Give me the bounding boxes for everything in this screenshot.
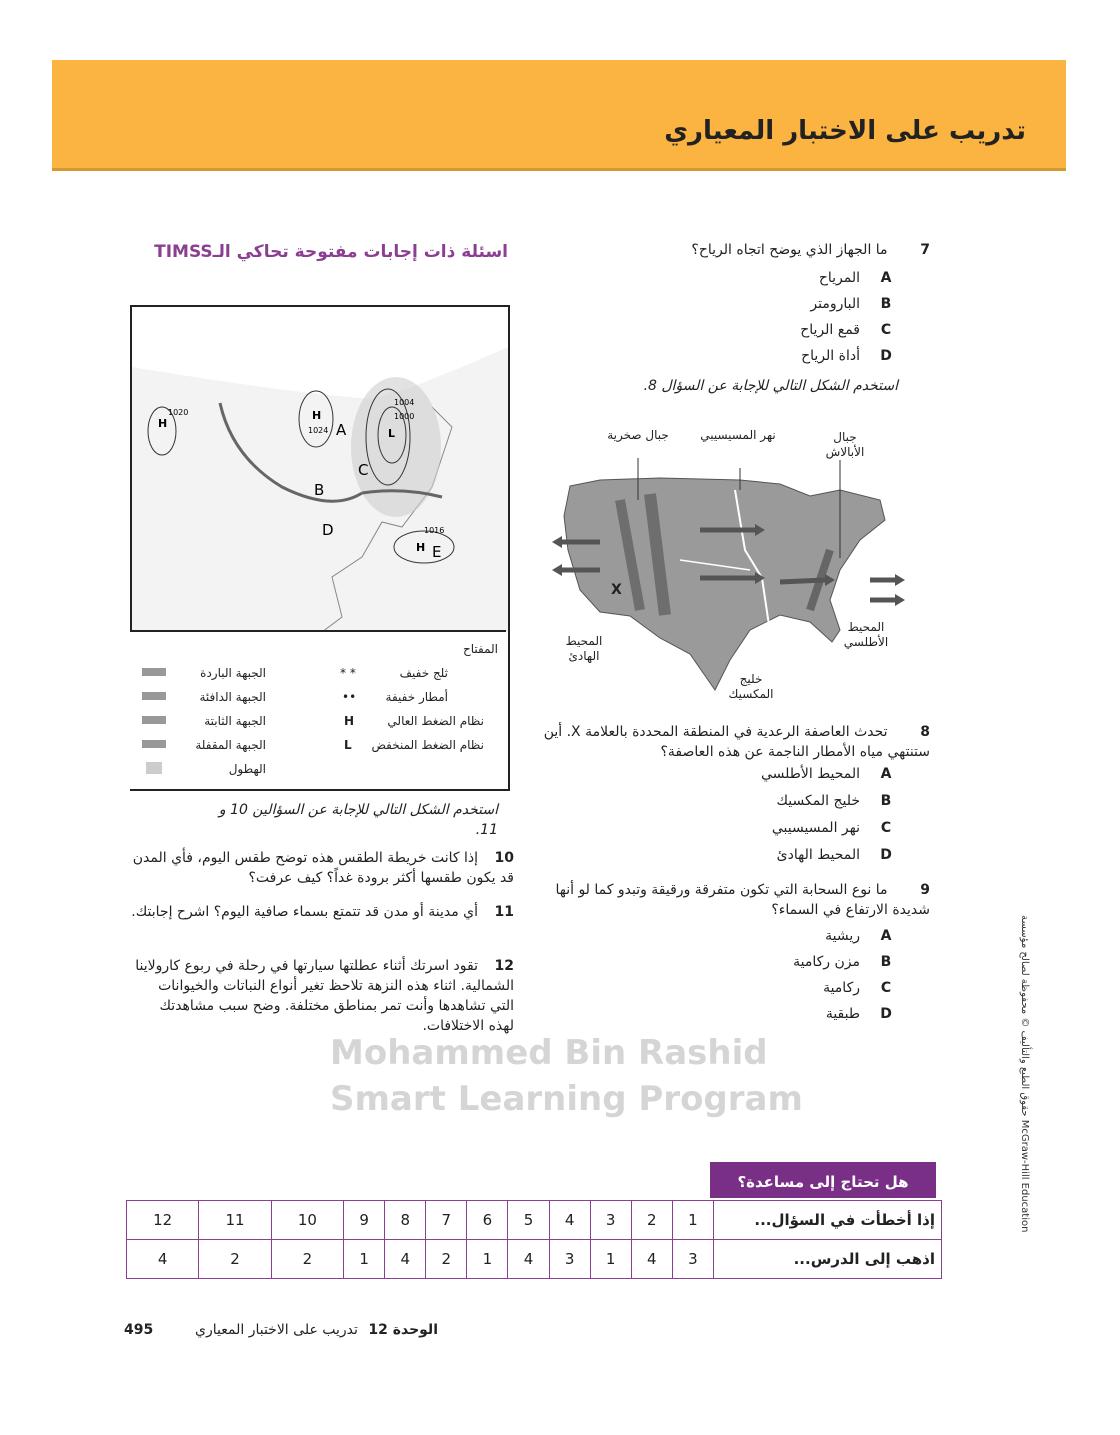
cell-lesson: 4 xyxy=(385,1240,426,1279)
cell-q: 1 xyxy=(672,1201,713,1240)
swatch-precipitation xyxy=(146,762,162,774)
question-9: 9 ما نوع السحابة التي تكون متفرقة ورقيقة وتبدو كما لو أنها شديدة الارتفاع في السماء؟ xyxy=(555,882,930,918)
cell-lesson: 2 xyxy=(199,1240,271,1279)
cell-q: 4 xyxy=(549,1201,590,1240)
swatch-cold xyxy=(142,668,166,676)
cell-q: 2 xyxy=(631,1201,672,1240)
q8-intro: استخدم الشكل التالي للإجابة عن السؤال 8. xyxy=(643,378,898,394)
q7-option-a[interactable]: Aالمرياح xyxy=(818,270,892,286)
key-light-rain: أمطار خفيفة xyxy=(385,690,448,704)
isobar-1004: 1004 xyxy=(394,398,415,407)
key-rain-symbol: •• xyxy=(342,690,357,704)
q9-option-d[interactable]: Dطبقية xyxy=(825,1006,892,1022)
cell-q: 8 xyxy=(385,1201,426,1240)
isobar-1000: 1000 xyxy=(394,412,415,421)
label-atlantic: المحيط الأطلسي xyxy=(843,620,889,649)
label-pacific: المحيط الهادئ xyxy=(565,634,603,663)
cell-lesson: 1 xyxy=(344,1240,385,1279)
key-high-symbol: H xyxy=(344,714,355,728)
q9-option-c[interactable]: Cركامية xyxy=(823,980,892,996)
q7-option-b[interactable]: Bالبارومتر xyxy=(810,296,892,312)
cell-lesson: 2 xyxy=(426,1240,467,1279)
q8-option-a[interactable]: Aالمحيط الأطلسي xyxy=(760,766,892,782)
point-b: B xyxy=(314,481,325,499)
q7-option-d[interactable]: Dأداة الرياح xyxy=(801,348,892,364)
cell-q: 7 xyxy=(426,1201,467,1240)
isobar-1016: 1016 xyxy=(424,526,445,535)
section-title: اسئلة ذات إجابات مفتوحة تحاكي الـTIMSS xyxy=(154,242,508,262)
pressure-h-south: H xyxy=(416,541,426,554)
watermark: Mohammed Bin Rashid Smart Learning Program xyxy=(330,1033,803,1119)
q9-option-a[interactable]: Aريشية xyxy=(825,928,892,944)
help-table xyxy=(126,1200,942,1279)
key-snow-symbol: * * xyxy=(340,666,356,680)
label-rocky-mountains: جبال صخرية xyxy=(607,428,669,442)
key-warm-front: الجبهة الدافئة xyxy=(199,690,266,704)
cell-lesson: 4 xyxy=(127,1240,199,1279)
isobar-1024: 1024 xyxy=(308,426,329,435)
help-row-questions xyxy=(127,1201,942,1240)
cell-q: 11 xyxy=(199,1201,271,1240)
header-band xyxy=(52,60,1066,171)
question-8: 8 تحدث العاصفة الرعدية في المنطقة المحددة بالعلامة X. أين ستنتهي مياه الأمطار الناجمة عن هذه العاصفة؟ xyxy=(543,724,930,760)
key-stationary-front: الجبهة الثابتة xyxy=(204,714,266,728)
key-title: المفتاح xyxy=(462,642,498,656)
label-mississippi: نهر المسيسيبي xyxy=(700,428,776,442)
cell-lesson: 2 xyxy=(271,1240,343,1279)
help-row1-label: إذا أخطأت في السؤال... xyxy=(714,1201,942,1240)
cell-lesson: 4 xyxy=(508,1240,549,1279)
cell-lesson: 1 xyxy=(590,1240,631,1279)
cell-q: 6 xyxy=(467,1201,508,1240)
q10-11-intro: استخدم الشكل التالي للإجابة عن السؤالين 10 و 11. xyxy=(218,802,498,838)
swatch-occluded xyxy=(142,740,166,748)
label-gulf: خليج المكسيك xyxy=(728,672,774,701)
point-a: A xyxy=(336,421,347,439)
help-header: هل تحتاج إلى مساعدة؟ xyxy=(710,1162,936,1198)
question-12: 12تقود اسرتك أثناء عطلتها سيارتها في رحلة في ربوع كارولاينا الشمالية. اثناء هذه النزهة تلاحظ تغير أنواع النباتات والخيوانات التي تشاهدها وأنت تمر بمناطق مختلفة. وضح سبب مشاهدتك لهذه الاختلافات. xyxy=(135,958,514,1034)
cell-lesson: 3 xyxy=(672,1240,713,1279)
weather-key xyxy=(130,630,506,789)
isobar-1020: 1020 xyxy=(168,408,189,417)
point-e: E xyxy=(432,543,442,561)
swatch-warm xyxy=(142,692,166,700)
key-low-pressure: نظام الضغط المنخفض xyxy=(371,738,484,752)
cell-q: 3 xyxy=(590,1201,631,1240)
swatch-stationary xyxy=(142,716,166,724)
point-d: D xyxy=(322,521,334,539)
cell-lesson: 4 xyxy=(631,1240,672,1279)
question-7: 7 ما الجهاز الذي يوضح اتجاه الرياح؟ xyxy=(691,242,930,258)
key-cold-front: الجبهة الباردة xyxy=(200,666,266,680)
map-x-mark: X xyxy=(611,582,622,598)
cell-q: 9 xyxy=(344,1201,385,1240)
q8-option-c[interactable]: Cنهر المسيسيبي xyxy=(771,820,892,836)
weather-map-graphic xyxy=(132,307,508,632)
question-10: 10إذا كانت خريطة الطقس هذه توضح طقس اليوم، فأي المدن قد يكون طقسها أكثر برودة غداً؟ كيف عرفت؟ xyxy=(132,850,514,886)
cell-q: 5 xyxy=(508,1201,549,1240)
key-occluded-front: الجبهة المقفلة xyxy=(195,738,266,752)
pressure-h-north: H xyxy=(312,409,322,422)
cell-q: 10 xyxy=(271,1201,343,1240)
q8-option-b[interactable]: Bخليج المكسيك xyxy=(776,793,892,809)
key-light-snow: ثلج خفيف xyxy=(399,666,448,680)
footer-unit: الوحدة 12 تدريب على الاختبار المعياري xyxy=(195,1322,438,1338)
key-low-symbol: L xyxy=(344,738,352,752)
q9-option-b[interactable]: Bمزن ركامية xyxy=(793,954,892,970)
copyright-side-text: حقوق الطبع والتأليف © محفوظة لصالح مؤسسة McGraw-Hill Education xyxy=(1019,915,1030,1233)
key-high-pressure: نظام الضغط العالي xyxy=(387,714,484,728)
help-row2-label: اذهب إلى الدرس... xyxy=(714,1240,942,1279)
pressure-h-west: H xyxy=(158,417,168,430)
label-appalachian: جبال الأبالاش xyxy=(825,430,865,459)
q8-option-d[interactable]: Dالمحيط الهادئ xyxy=(776,847,892,863)
pressure-l: L xyxy=(388,427,396,440)
key-precipitation: الهطول xyxy=(228,762,266,776)
cell-lesson: 3 xyxy=(549,1240,590,1279)
page-number: 495 xyxy=(124,1322,154,1338)
page-title: تدريب على الاختبار المعياري xyxy=(664,116,1026,146)
help-row-lessons xyxy=(127,1240,942,1279)
cell-q: 12 xyxy=(127,1201,199,1240)
question-11: 11أي مدينة أو مدن قد تتمتع بسماء صافية اليوم؟ اشرح إجابتك. xyxy=(131,904,514,920)
q7-option-c[interactable]: Cقمع الرياح xyxy=(800,322,892,338)
point-c: C xyxy=(358,461,369,479)
cell-lesson: 1 xyxy=(467,1240,508,1279)
